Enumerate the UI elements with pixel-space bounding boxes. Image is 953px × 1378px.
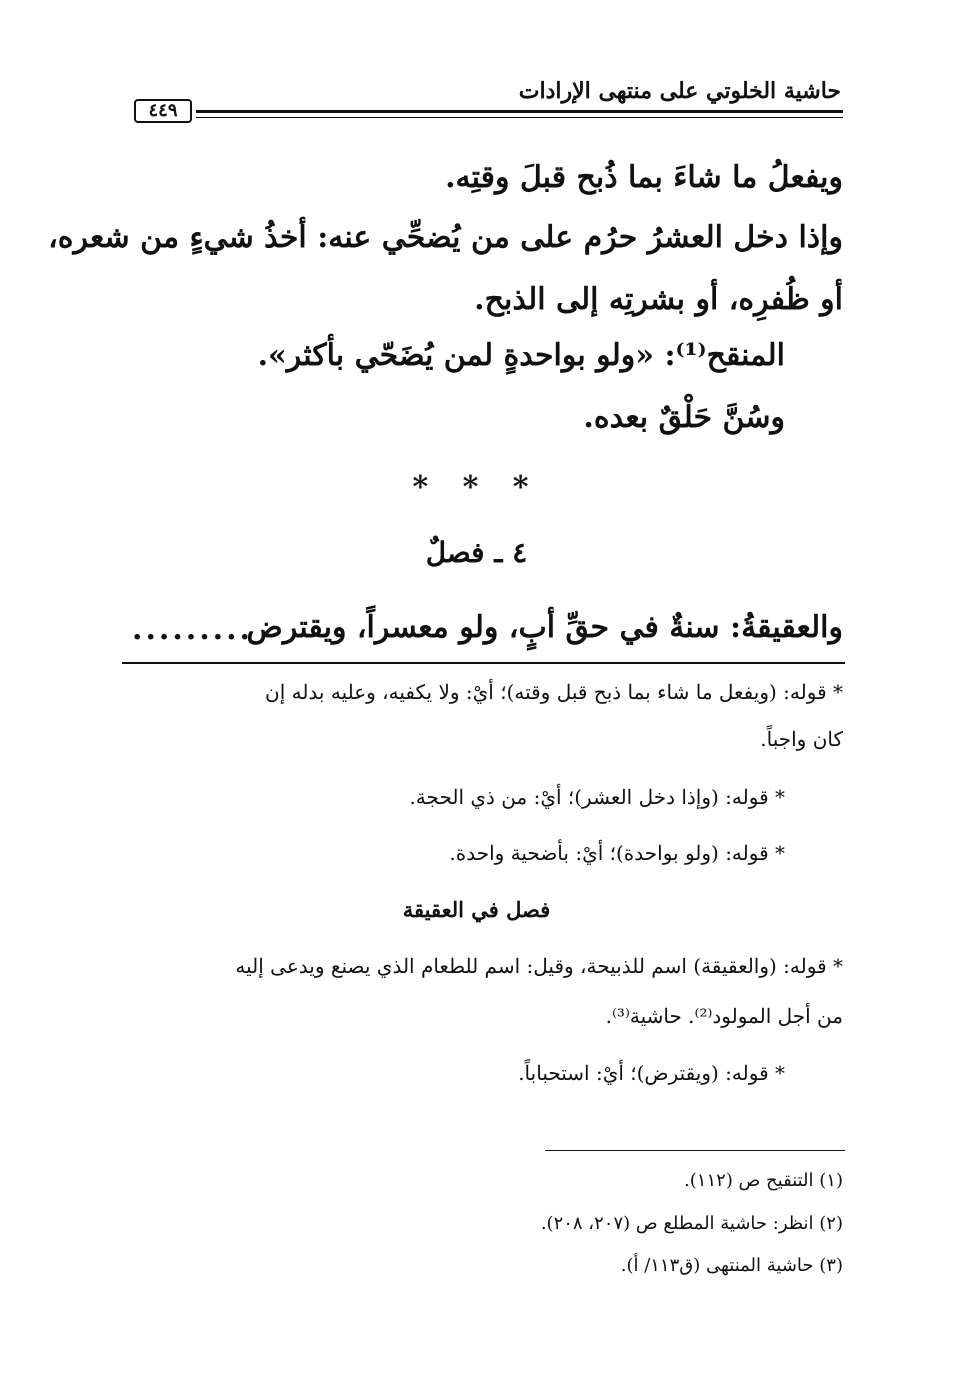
commentary-heading: فصل في العقيقة [402, 897, 551, 922]
main-text-line-6: والعقيقةُ: سنةٌ في حقِّ أبٍ، ولو معسراً، ويقترض [246, 610, 843, 645]
main-text-line-5: وسُنَّ حَلْقٌ بعده. [583, 400, 785, 435]
commentary-4-line-2: من أجل المولود⁽²⁾. حاشية⁽³⁾. [605, 1004, 843, 1028]
commentary-1-line-2: كان واجباً. [760, 727, 843, 751]
continuation-dots: ......... [132, 612, 253, 647]
commentary-3: * قوله: (ولو بواحدة)؛ أيْ: بأضحية واحدة. [449, 841, 785, 865]
footnote-1: (١) التنقيح ص (١١٢). [684, 1170, 843, 1191]
header-rule [196, 110, 843, 113]
footnote-3: (٣) حاشية المنتهى (ق١١٣/ أ). [620, 1255, 843, 1276]
footnote-rule [545, 1150, 845, 1151]
commentary-1-line-1: * قوله: (ويفعل ما شاء بما ذبح قبل وقته)؛ أيْ: ولا يكفيه، وعليه بدله إن [265, 680, 843, 704]
commentary-2: * قوله: (وإذا دخل العشر)؛ أيْ: من ذي الحجة. [409, 785, 785, 809]
section-heading: ٤ ـ فصلٌ [425, 536, 528, 569]
running-header-title: حاشية الخلوتي على منتهى الإرادات [518, 78, 841, 104]
commentary-separator-rule [122, 662, 845, 664]
footnote-2: (٢) انظر: حاشية المطلع ص (٢٠٧، ٢٠٨). [540, 1213, 843, 1234]
page-number: ٤٤٩ [134, 99, 192, 123]
main-text-line-2: وإذا دخل العشرُ حرُم على من يُضحِّي عنه: أخذُ شيءٍ من شعره، [48, 220, 843, 255]
main-text-line-1: ويفعلُ ما شاءَ بما ذُبح قبلَ وقتِه. [445, 160, 843, 195]
header-rule-thin [196, 117, 843, 118]
main-text-line-3: أو ظُفرِه، أو بشرتِه إلى الذبح. [474, 282, 843, 317]
section-separator-stars: * * * [412, 470, 541, 505]
main-text-line-4: المنقح⁽¹⁾: «ولو بواحدةٍ لمن يُضَحّي بأكثر». [257, 338, 785, 373]
commentary-4-line-1: * قوله: (والعقيقة) اسم للذبيحة، وقيل: اسم للطعام الذي يصنع ويدعى إليه [235, 954, 843, 978]
commentary-5: * قوله: (ويقترض)؛ أيْ: استحباباً. [518, 1061, 785, 1085]
